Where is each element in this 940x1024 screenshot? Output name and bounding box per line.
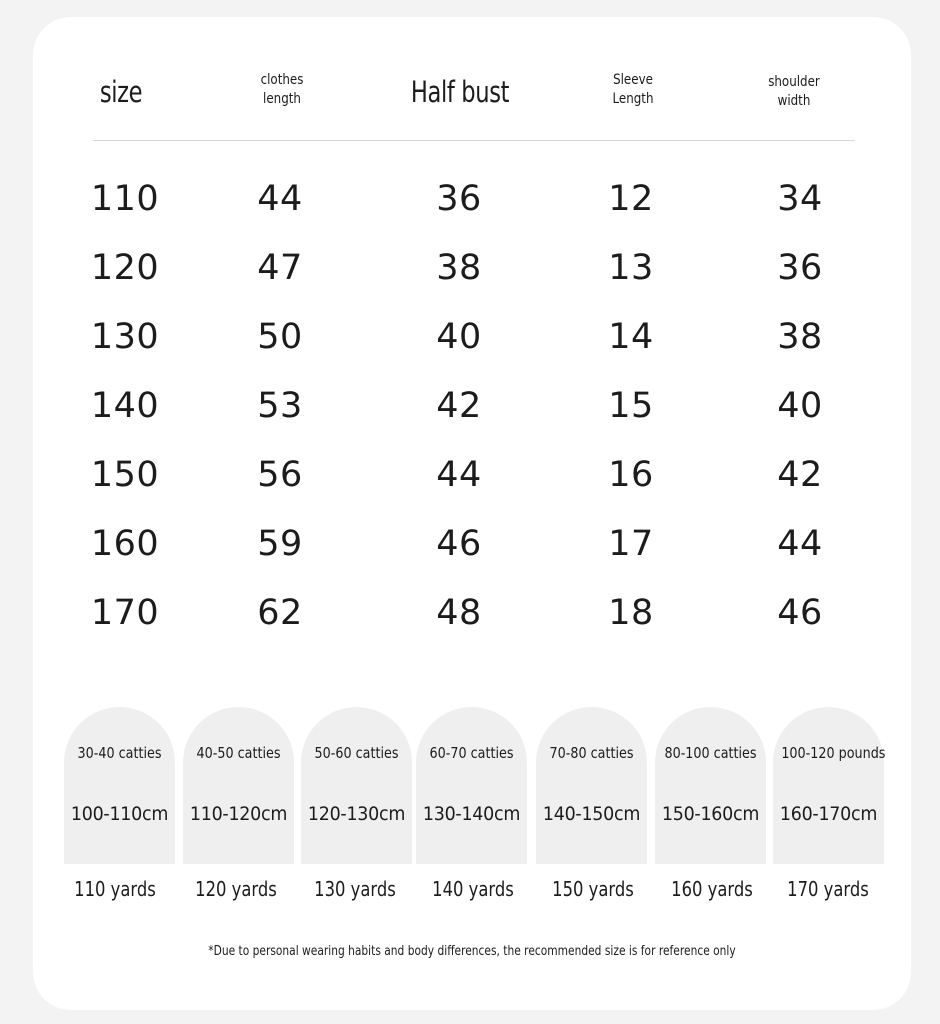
table-cell: 62 bbox=[257, 593, 303, 633]
recommendation-weight: 60-70 catties bbox=[429, 744, 514, 762]
recommendation-arch bbox=[773, 707, 884, 864]
header-shoulder-width-line1: shoulder bbox=[768, 74, 820, 90]
table-cell: 14 bbox=[608, 317, 654, 357]
header-sleeve-length-line2: Length bbox=[612, 91, 654, 107]
recommendation-height: 120-130cm bbox=[307, 803, 406, 825]
recommendation-height: 160-170cm bbox=[779, 803, 878, 825]
recommendation-height: 140-150cm bbox=[542, 803, 641, 825]
table-cell: 53 bbox=[257, 386, 303, 426]
footnote: *Due to personal wearing habits and body differences, the recommended size is for reference only bbox=[208, 944, 736, 959]
recommendation-size: 130 yards bbox=[314, 877, 396, 901]
table-cell: 160 bbox=[90, 524, 160, 564]
recommendation-size: 160 yards bbox=[671, 877, 753, 901]
table-cell: 34 bbox=[777, 179, 823, 219]
recommendation-arch bbox=[536, 707, 647, 864]
table-cell: 13 bbox=[608, 248, 654, 288]
table-cell: 38 bbox=[777, 317, 823, 357]
table-cell: 40 bbox=[436, 317, 482, 357]
table-cell: 42 bbox=[777, 455, 823, 495]
table-cell: 17 bbox=[608, 524, 654, 564]
header-clothes-length-line2: length bbox=[263, 91, 301, 107]
recommendation-arch bbox=[416, 707, 527, 864]
table-cell: 150 bbox=[90, 455, 160, 495]
table-cell: 15 bbox=[608, 386, 654, 426]
table-cell: 44 bbox=[257, 179, 303, 219]
header-shoulder-width bbox=[768, 73, 820, 111]
recommendation-weight: 100-120 pounds bbox=[781, 744, 886, 762]
table-cell: 170 bbox=[90, 593, 160, 633]
table-cell: 38 bbox=[436, 248, 482, 288]
header-clothes-length bbox=[261, 71, 304, 109]
table-cell: 44 bbox=[777, 524, 823, 564]
table-cell: 36 bbox=[436, 179, 482, 219]
table-cell: 46 bbox=[436, 524, 482, 564]
table-cell: 44 bbox=[436, 455, 482, 495]
recommendation-size: 170 yards bbox=[787, 877, 869, 901]
table-cell: 42 bbox=[436, 386, 482, 426]
header-clothes-length-line1: clothes bbox=[260, 72, 304, 88]
header-sleeve-length-line1: Sleeve bbox=[613, 72, 653, 88]
size-chart-card bbox=[33, 17, 911, 1010]
header-sleeve-length bbox=[612, 71, 653, 109]
table-cell: 130 bbox=[90, 317, 160, 357]
recommendation-size: 110 yards bbox=[74, 877, 156, 901]
recommendation-weight: 50-60 catties bbox=[314, 744, 399, 762]
table-cell: 47 bbox=[257, 248, 303, 288]
recommendation-height: 150-160cm bbox=[661, 803, 760, 825]
recommendation-arch bbox=[655, 707, 766, 864]
recommendation-size: 140 yards bbox=[432, 877, 514, 901]
table-cell: 18 bbox=[608, 593, 654, 633]
table-cell: 48 bbox=[436, 593, 482, 633]
table-cell: 16 bbox=[608, 455, 654, 495]
header-shoulder-width-line2: width bbox=[777, 93, 811, 109]
recommendation-height: 110-120cm bbox=[189, 803, 288, 825]
table-cell: 36 bbox=[777, 248, 823, 288]
recommendation-height: 130-140cm bbox=[422, 803, 521, 825]
table-cell: 40 bbox=[777, 386, 823, 426]
recommendation-weight: 70-80 catties bbox=[549, 744, 634, 762]
table-cell: 140 bbox=[90, 386, 160, 426]
table-cell: 12 bbox=[608, 179, 654, 219]
recommendation-arch bbox=[64, 707, 175, 864]
header-divider bbox=[93, 140, 855, 141]
table-cell: 46 bbox=[777, 593, 823, 633]
recommendation-arch bbox=[301, 707, 412, 864]
table-cell: 59 bbox=[257, 524, 303, 564]
table-cell: 120 bbox=[90, 248, 160, 288]
table-cell: 56 bbox=[257, 455, 303, 495]
recommendation-size: 150 yards bbox=[552, 877, 634, 901]
table-cell: 110 bbox=[90, 179, 160, 219]
recommendation-weight: 40-50 catties bbox=[196, 744, 281, 762]
recommendation-arch bbox=[183, 707, 294, 864]
header-size: size bbox=[99, 75, 143, 109]
recommendation-size: 120 yards bbox=[195, 877, 277, 901]
recommendation-weight: 80-100 catties bbox=[664, 744, 757, 762]
recommendation-height: 100-110cm bbox=[70, 803, 169, 825]
header-half-bust: Half bust bbox=[410, 75, 510, 109]
recommendation-weight: 30-40 catties bbox=[77, 744, 162, 762]
table-cell: 50 bbox=[257, 317, 303, 357]
